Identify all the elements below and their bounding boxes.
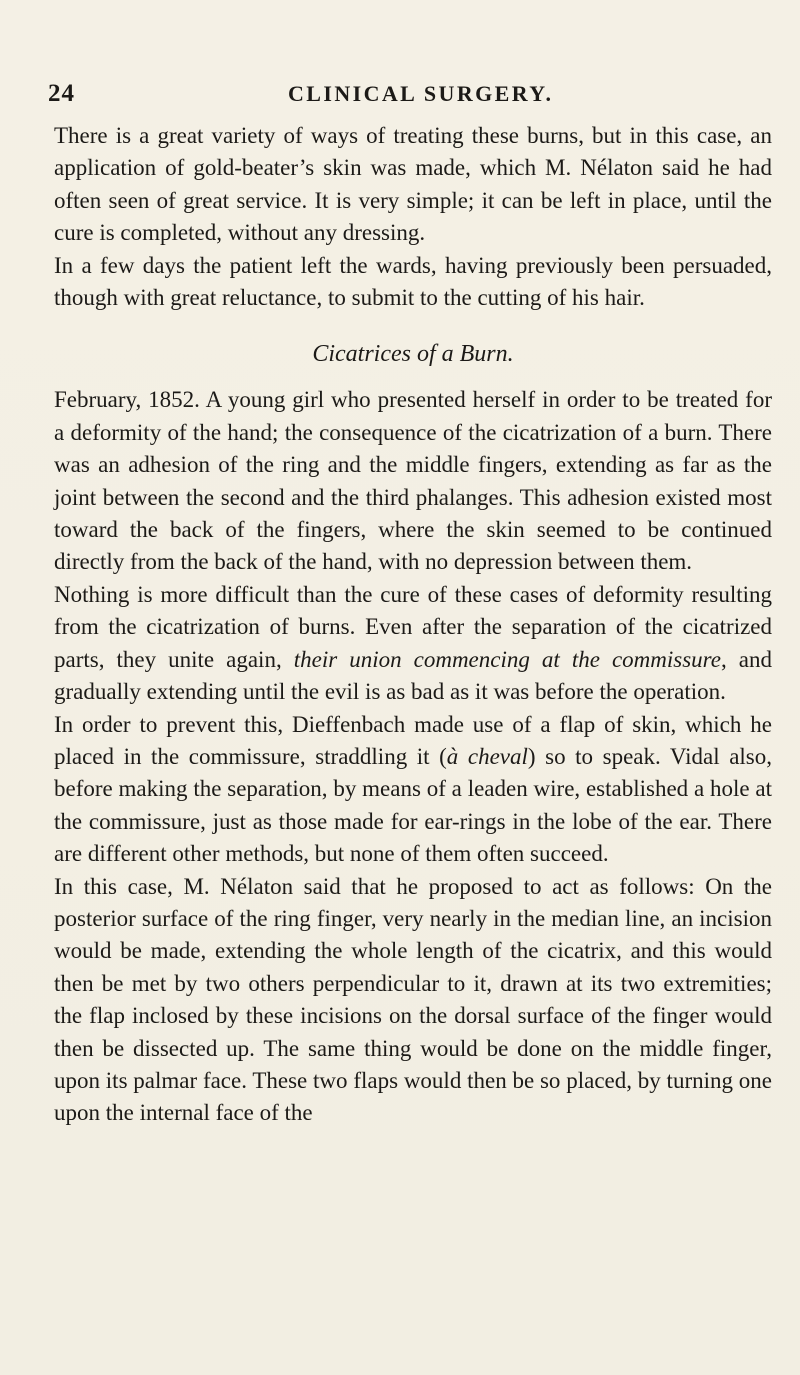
paragraph-3: February, 1852. A young girl who presented herself in order to be treated for a deformity of the hand; the consequence of the cicatrization of a burn. There was an adhesion of the ring and the middle fingers, extending as far as the joint between the second and the third phalanges. This adhesion existed most toward the back of the fingers, where the skin seemed to be continued directly from the back of the hand, with no depression between them. xyxy=(54,387,772,575)
paragraph-5-text-b: ) so to speak. Vidal also, before making the separation, by means of a leaden wire, established a hole at the commissure, just as those made for ear-rings in the lobe of the ear. There are different other methods, but none of them often succeed. xyxy=(54,743,772,867)
paragraph-1: There is a great variety of ways of treating these burns, but in this case, an application of gold-beater’s skin was made, which M. Nélaton said he had often seen of great service. It is very simple; it can be left in place, until the cure is completed, without any dressing. xyxy=(54,123,772,246)
paragraph-4-text-a: Nothing is more difficult than the cure of these cases of deformity resulting from the cicatrization of burns. Even after the separation of the cicatrized parts, they unite again, xyxy=(54,581,772,672)
heading-spacing xyxy=(54,314,772,338)
heading-spacing xyxy=(54,370,772,384)
paragraph-2: In a few days the patient left the wards, having previously been persuaded, though with great reluctance, to submit to the cutting of his hair. xyxy=(54,252,772,311)
running-title: CLINICAL SURGERY. xyxy=(288,81,554,106)
paragraph-5-text-a: In order to prevent this, Dieffenbach made use of a flap of skin, which he placed in the commissure, straddling it ( xyxy=(54,711,772,769)
paragraph-4-text-b: , and gradually extending until the evil is as bad as it was before the operation. xyxy=(54,646,772,705)
page-number: 24 xyxy=(48,80,75,107)
page-body xyxy=(54,120,772,1130)
paragraph-5 xyxy=(54,709,772,871)
paragraph-6: In this case, M. Nélaton said that he proposed to act as follows: On the posterior surface of the ring finger, very nearly in the median line, an incision would be made, extending the whole length of the cicatrix, and this would then be met by two others perpendicular to it, drawn at its two extremities; the flap inclosed by these incisions on the dorsal surface of the finger would then be dissected up. The same thing would be done on the middle finger, upon its palmar face. These two flaps would then be so placed, by turning one upon the internal face of the xyxy=(54,873,772,1126)
section-heading: Cicatrices of a Burn. xyxy=(312,341,514,368)
running-head xyxy=(48,80,774,114)
paragraph-4 xyxy=(54,579,772,709)
paragraph-4-italic: their union commencing at the commissure xyxy=(293,646,721,672)
paragraph-5-italic: à cheval xyxy=(446,743,528,769)
